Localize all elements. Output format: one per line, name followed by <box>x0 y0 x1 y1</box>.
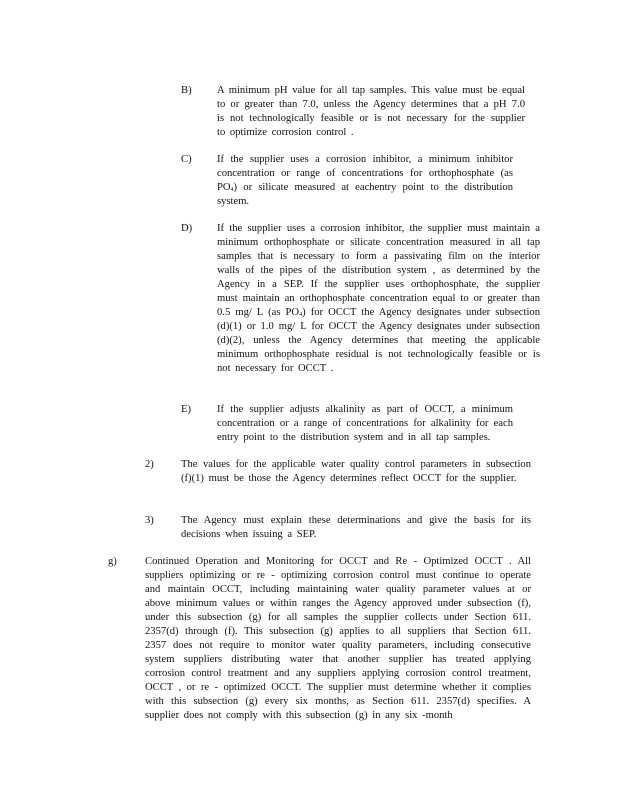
subscript: 4 <box>230 187 234 193</box>
item-text: The Agency must explain these determinations and give the basis for its decisions when issuing a SEP. <box>181 515 531 540</box>
item-text-part: If the supplier uses a corrosion inhibitor, a minimum inhibitor concentration or range of concentrations for orthophosphate (as PO <box>217 154 513 193</box>
item-label: B) <box>181 85 192 96</box>
item-label: E) <box>181 404 191 415</box>
item-text-part: If the supplier uses a corrosion inhibitor, the supplier must maintain a minimum orthophosphate or silicate concentration measured in all tap samples that is necessary to form a passivating film on the interior walls of the pipes of the distribution system , as determined by the Agency in a SEP. If the supplier uses orthophosphate, the supplier must maintain an orthophosphate concentration equal to or greater than 0.5 mg/ L (as PO <box>217 223 540 318</box>
item-text: If the supplier adjusts alkalinity as part of OCCT, a minimum concentration or a range of concentrations for alkalinity for each entry point to the distribution system and in all tap samples. <box>217 404 513 443</box>
item-text-part: ) for OCCT the Agency designates under subsection (d)(1) or 1.0 mg/ L for OCCT the Agency designates under subsection (d)(2), unless the Agency determines that meeting the applicable minimum orthophosphate residual is not technologically feasible or is not necessary for OCCT . <box>217 307 540 374</box>
item-label: C) <box>181 154 192 165</box>
item-label: D) <box>181 223 193 234</box>
subscript: 4 <box>299 312 303 318</box>
item-text: The values for the applicable water quality control parameters in subsection (f)(1) must be those the Agency determines reflect OCCT for the supplier. <box>181 459 531 484</box>
item-label: 2) <box>145 459 154 470</box>
item-text <box>217 222 540 376</box>
item-label: 3) <box>145 515 154 526</box>
item-text <box>217 153 513 209</box>
item-text-part: ) or silicate measured at eachentry point to the distribution system. <box>217 182 513 207</box>
item-label: g) <box>108 556 117 567</box>
item-text: Continued Operation and Monitoring for OCCT and Re - Optimized OCCT . All suppliers optimizing or re - optimizing corrosion control must continue to operate and maintain OCCT, including maintaining water quality parameter values at or above minimum values or within ranges the Agency approved under subsection (f), under this subsection (g) for all samples the supplier collects under Section 611. 2357(d) through (f). This subsection (g) applies to all suppliers that Section 611. 2357 does not require to monitor water quality parameters, including consecutive system suppliers distributing water that another supplier has treated applying corrosion control treatment and any suppliers applying corrosion control treatment, OCCT , or re - optimized OCCT. The supplier must determine whether it complies with this subsection (g) every six months, as Section 611. 2357(d) specifies. A supplier does not comply with this subsection (g) in any six -month <box>145 556 531 721</box>
item-text: A minimum pH value for all tap samples. This value must be equal to or greater than 7.0, unless the Agency determines that a pH 7.0 is not technologically feasible or is not necessary for the supplier to optimize corrosion control . <box>217 85 525 138</box>
